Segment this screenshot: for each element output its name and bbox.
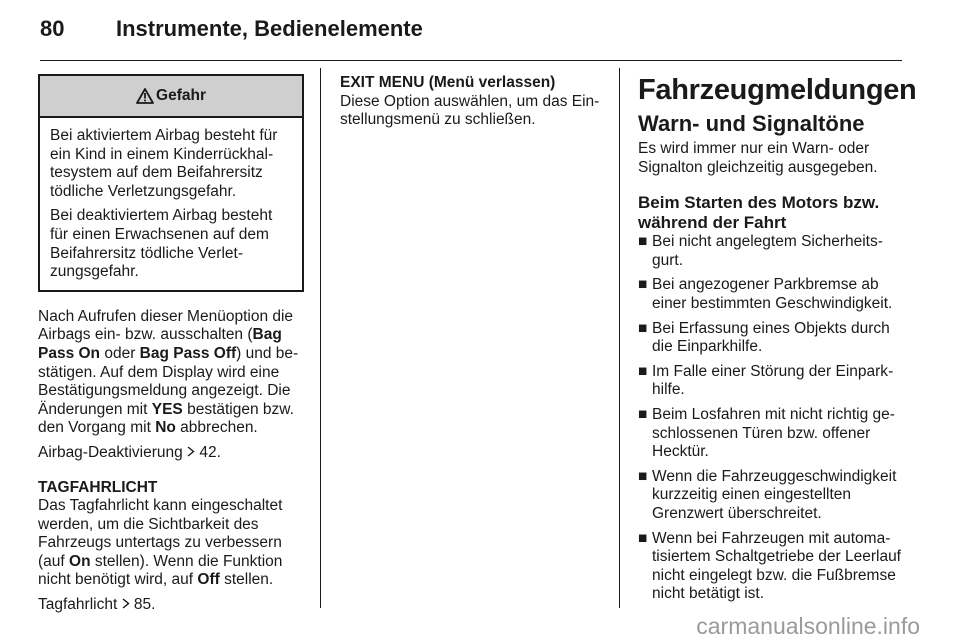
airbag-reference-link[interactable]: Airbag-Deaktivierung 42.	[38, 443, 221, 461]
danger-warning-box	[38, 74, 304, 292]
list-item: ■ Bei nicht angelegtem Sicherheitsgurt.	[638, 233, 883, 269]
exit-menu-heading: EXIT MENU (Menü verlassen)	[340, 74, 556, 91]
list-heading: Beim Starten des Motors bzw. während der Fahrt	[638, 193, 880, 233]
list-item: ■ Bei Erfassung eines Objekts durch die Einparkhilfe.	[638, 319, 890, 356]
bullet-square-icon: ■	[638, 233, 648, 251]
bullet-square-icon: ■	[638, 529, 648, 547]
watermark: carmanualsonline.info	[696, 613, 920, 639]
warning-box-body	[40, 118, 302, 290]
list-item: ■ Im Falle einer Störung der Einparkhilfe.	[638, 362, 894, 399]
arrow-reference-icon	[187, 444, 195, 461]
bullet-square-icon: ■	[638, 467, 648, 485]
bullet-square-icon: ■	[638, 362, 648, 380]
column-divider	[619, 68, 620, 608]
airbag-switch-paragraph: Nach Aufrufen dieser Menüoption die Airbags ein- bzw. ausschalten (Bag Pass On oder Bag Pass Off) und bestätigen. Auf dem Display wird eine Bestätigungsmeldung angezeigt. Die Änderungen mit YES bestätigen bzw. den Vorgang mit No abbrechen.	[38, 307, 299, 437]
warning-paragraph: Bei aktiviertem Airbag besteht für ein Kind in einem Kinderrückhaltesystem auf dem Beifahrersitz tödliche Verletzungsgefahr.	[50, 127, 278, 200]
list-item: ■ Wenn die Fahrzeuggeschwindigkeit kurzzeitig einen eingestellten Grenzwert überschreitet.	[638, 467, 897, 522]
subsection-heading: Warn- und Signaltöne	[638, 111, 865, 136]
daylight-reference-link[interactable]: Tagfahrlicht 85.	[38, 596, 156, 614]
daylight-heading: TAGFAHRLICHT	[38, 478, 158, 496]
bullet-square-icon: ■	[638, 276, 648, 294]
column-middle	[340, 74, 602, 130]
warning-box-title: Gefahr	[156, 86, 206, 104]
daylight-paragraph: Das Tagfahrlicht kann eingeschaltet werden, um die Sichtbarkeit des Fahrzeugs untertags zu verbessern (auf On stellen). Wenn die Funktion nicht benötigt wird, auf Off stellen.	[38, 497, 283, 589]
list-item: ■ Beim Losfahren mit nicht richtig geschlossenen Türen bzw. offener Hecktür.	[638, 405, 895, 461]
page-heading: Instrumente, Bedienelemente	[116, 16, 423, 41]
intro-paragraph: Es wird immer nur ein Warn- oder Signalton gleichzeitig ausgegeben.	[638, 140, 878, 176]
header-rule	[40, 60, 902, 61]
exit-menu-text: Diese Option auswählen, um das Einstellungsmenü zu schließen.	[340, 92, 600, 129]
bullet-square-icon: ■	[638, 405, 648, 423]
column-divider	[320, 68, 321, 608]
list-item: ■ Bei angezogener Parkbremse ab einer bestimmten Geschwindigkeit.	[638, 276, 893, 312]
warning-paragraph: Bei deaktiviertem Airbag besteht für einen Erwachsenen auf dem Beifahrersitz tödliche Verletzungsgefahr.	[50, 207, 273, 281]
arrow-reference-icon	[122, 596, 130, 613]
warning-triangle-icon	[136, 88, 154, 104]
warning-tone-list	[638, 233, 908, 604]
bullet-square-icon: ■	[638, 319, 648, 337]
section-heading: Fahrzeugmeldungen	[638, 74, 917, 106]
warning-box-header	[40, 76, 302, 118]
page-number: 80	[40, 16, 65, 41]
column-right	[638, 74, 917, 604]
list-item: ■ Wenn bei Fahrzeugen mit automatisiertem Schaltgetriebe der Leerlauf nicht eingelegt bzw. die Fußbremse nicht betätigt ist.	[638, 529, 901, 603]
column-left	[38, 74, 304, 615]
